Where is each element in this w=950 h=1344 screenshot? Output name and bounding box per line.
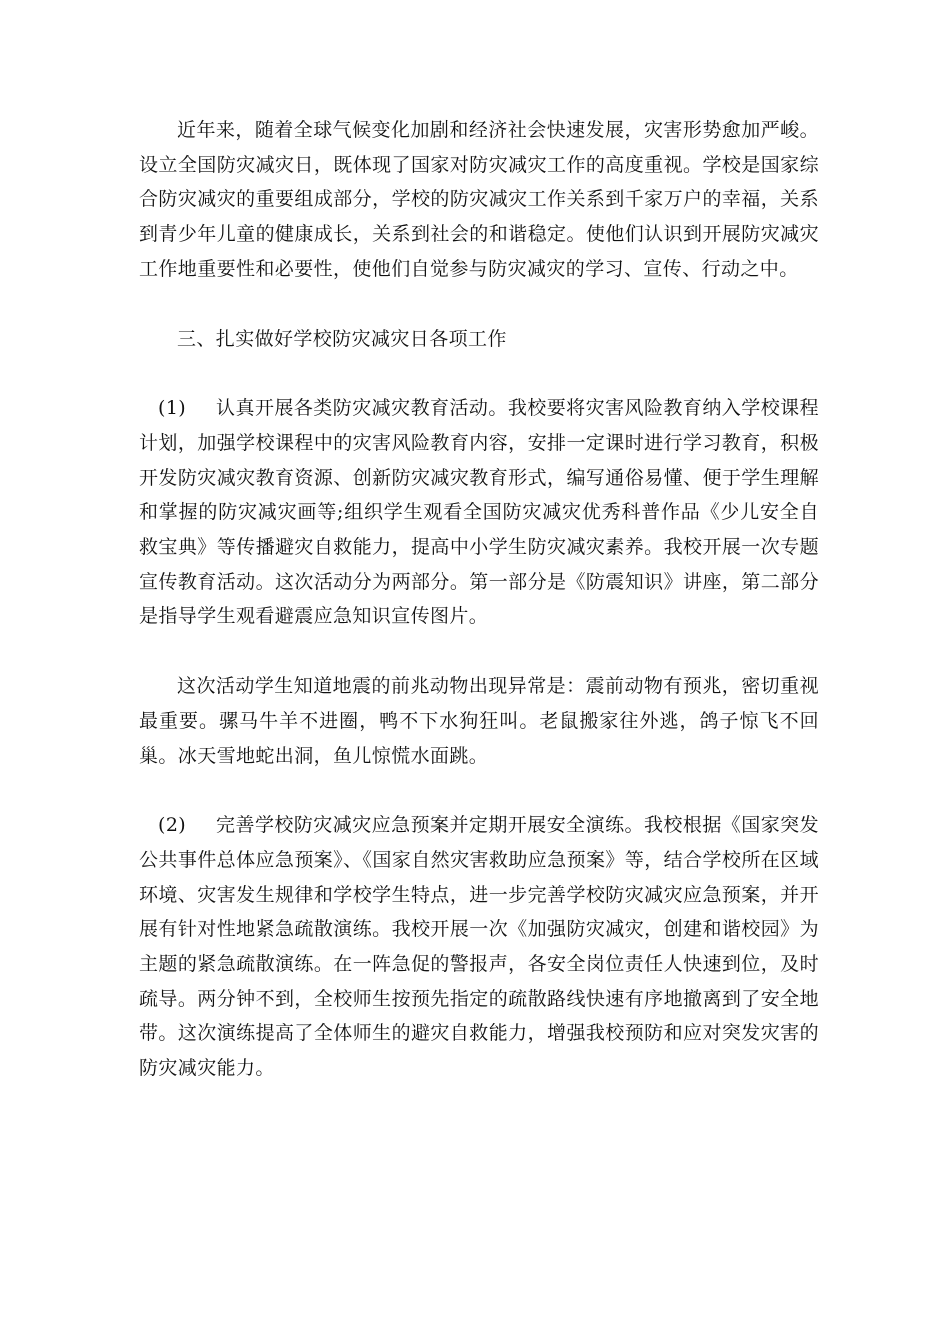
- item-1-paragraph: [139, 391, 819, 634]
- document-body: [139, 113, 819, 1121]
- item-1-text: 认真开展各类防灾减灾教育活动。我校要将灾害风险教育纳入学校课程计划，加强学校课程中的灾害风险教育内容，安排一定课时进行学习教育，积极开发防灾减灾教育资源、创新防灾减灾教育形式，编写通俗易懂、便于学生理解和掌握的防灾减灾画等;组织学生观看全国防灾减灾优秀科普作品《少儿安全自救宝典》等传播避灾自救能力，提高中小学生防灾减灾素养。我校开展一次专题宣传教育活动。这次活动分为两部分。第一部分是《防震知识》讲座，第二部分是指导学生观看避震应急知识宣传图片。: [139, 397, 819, 628]
- item-1-number: (1): [158, 397, 187, 420]
- item-2-text: 完善学校防灾减灾应急预案并定期开展安全演练。我校根据《国家突发公共事件总体应急预案》、《国家自然灾害救助应急预案》等，结合学校所在区域环境、灾害发生规律和学校学生特点，进一步完善学校防灾减灾应急预案，并开展有针对性地紧急疏散演练。我校开展一次《加强防灾减灾，创建和谐校园》为主题的紧急疏散演练。在一阵急促的警报声，各安全岗位责任人快速到位，及时疏导。两分钟不到，全校师生按预先指定的疏散路线快速有序地撤离到了安全地带。这次演练提高了全体师生的避灾自救能力，增强我校预防和应对突发灾害的防灾减灾能力。: [139, 814, 819, 1080]
- animal-omens-paragraph: 这次活动学生知道地震的前兆动物出现异常是：震前动物有预兆，密切重视最重要。骡马牛羊不进圈，鸭不下水狗狂叫。老鼠搬家往外逃，鸽子惊飞不回巢。冰天雪地蛇出洞，鱼儿惊慌水面跳。: [139, 675, 819, 767]
- section-heading-3: 三、扎实做好学校防灾减灾日各项工作: [177, 327, 507, 350]
- item-2-number: (2): [158, 814, 187, 837]
- intro-paragraph: 近年来，随着全球气候变化加剧和经济社会快速发展，灾害形势愈加严峻。设立全国防灾减灾日，既体现了国家对防灾减灾工作的高度重视。学校是国家综合防灾减灾的重要组成部分，学校的防灾减灾工作关系到千家万户的幸福，关系到青少年儿童的健康成长，关系到社会的和谐稳定。使他们认识到开展防灾减灾工作地重要性和必要性，使他们自觉参与防灾减灾的学习、宣传、行动之中。: [139, 119, 819, 280]
- item-2-paragraph: [139, 808, 819, 1086]
